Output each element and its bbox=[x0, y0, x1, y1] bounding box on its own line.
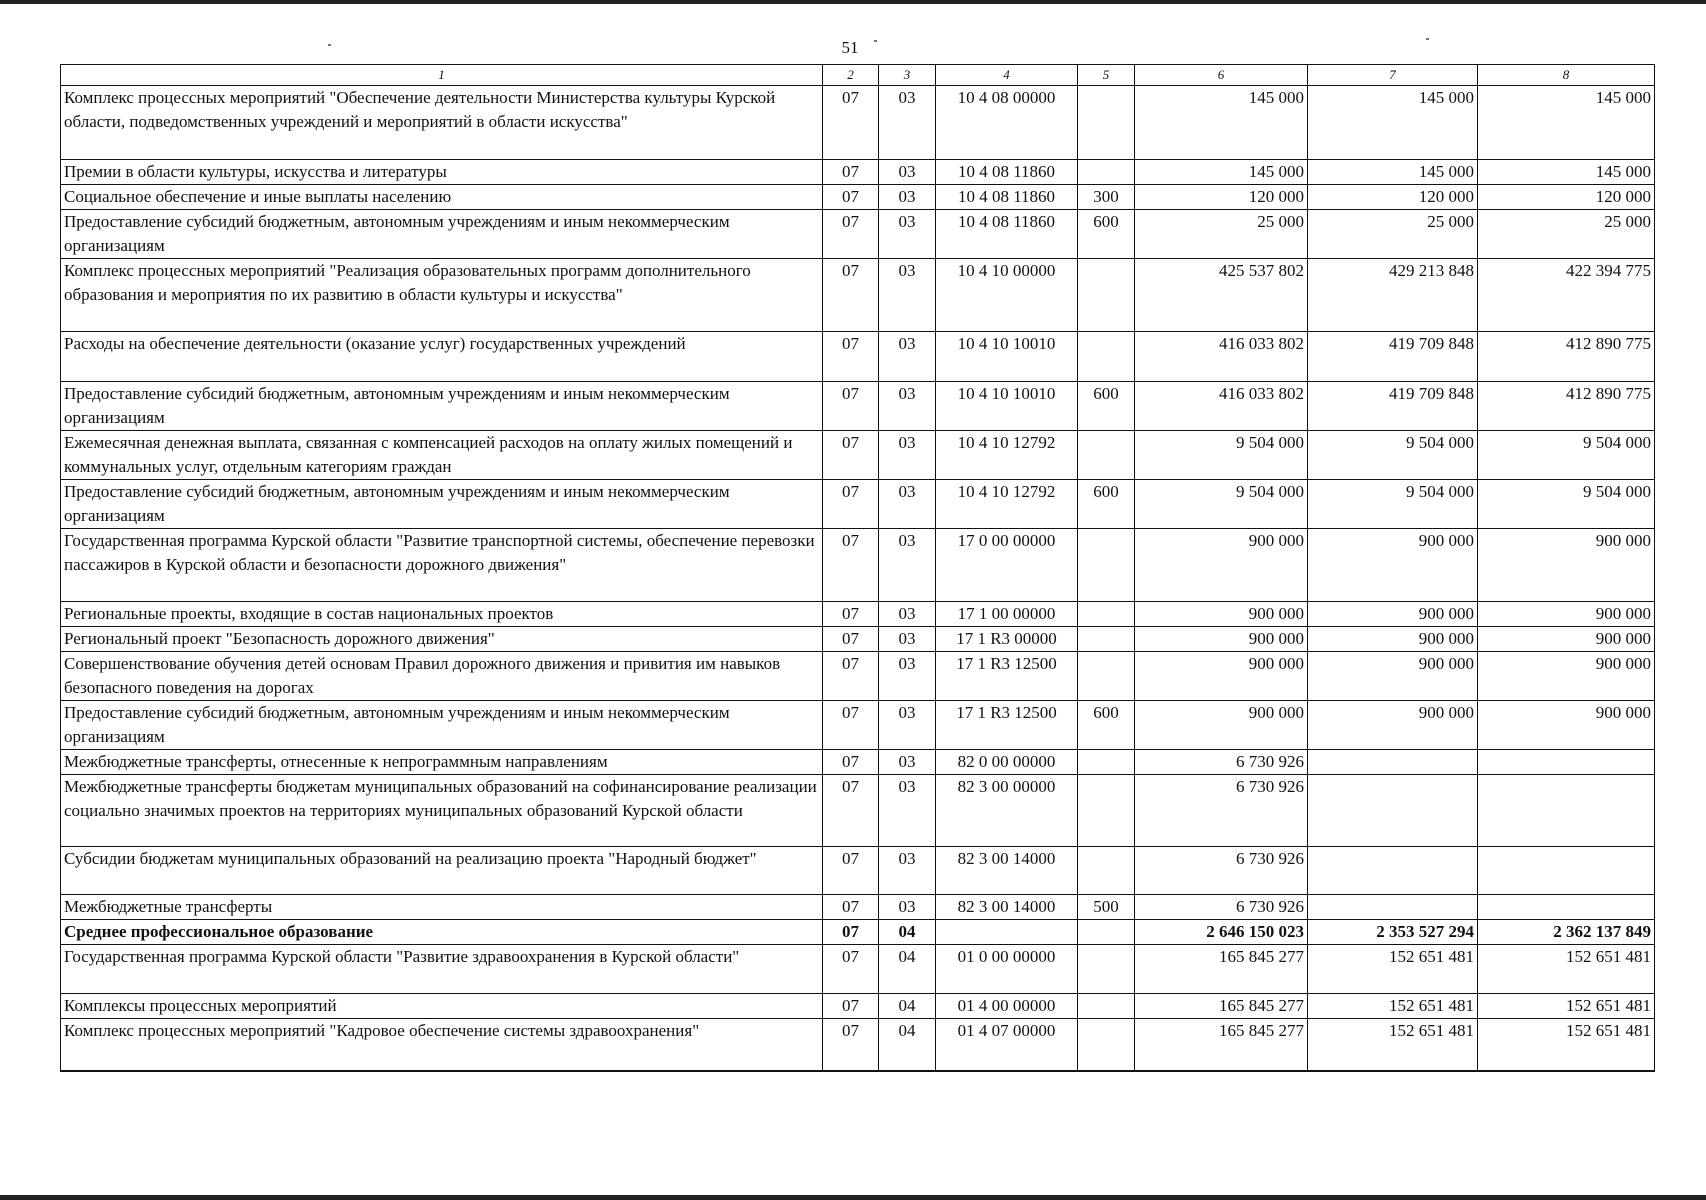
amount-col8-cell: 2 362 137 849 bbox=[1478, 920, 1655, 945]
target-article-cell: 82 3 00 14000 bbox=[936, 847, 1078, 895]
amount-col7-cell: 152 651 481 bbox=[1308, 994, 1478, 1019]
amount-col8-cell bbox=[1478, 847, 1655, 895]
target-article-cell: 10 4 10 10010 bbox=[936, 382, 1078, 431]
amount-col6-cell: 165 845 277 bbox=[1135, 945, 1308, 994]
amount-col6-cell: 416 033 802 bbox=[1135, 382, 1308, 431]
expense-type-cell bbox=[1078, 652, 1135, 701]
table-row bbox=[61, 480, 1655, 529]
bottom-scan-border bbox=[0, 1195, 1706, 1200]
section-code-cell: 07 bbox=[823, 382, 879, 431]
row-name-cell: Расходы на обеспечение деятельности (оказание услуг) государственных учреждений bbox=[61, 332, 823, 382]
amount-col8-cell: 9 504 000 bbox=[1478, 431, 1655, 480]
row-name-cell: Совершенствование обучения детей основам Правил дорожного движения и привития им навыков безопасного поведения на дорогах bbox=[61, 652, 823, 701]
amount-col7-cell: 145 000 bbox=[1308, 160, 1478, 185]
section-code-cell: 07 bbox=[823, 994, 879, 1019]
amount-col7-cell: 900 000 bbox=[1308, 627, 1478, 652]
row-name-cell: Среднее профессиональное образование bbox=[61, 920, 823, 945]
expense-type-cell bbox=[1078, 529, 1135, 602]
amount-col6-cell: 6 730 926 bbox=[1135, 847, 1308, 895]
subsection-code-cell: 03 bbox=[879, 602, 936, 627]
subsection-code-cell: 03 bbox=[879, 259, 936, 332]
target-article-cell: 10 4 10 12792 bbox=[936, 480, 1078, 529]
amount-col7-cell: 9 504 000 bbox=[1308, 431, 1478, 480]
amount-col6-cell: 900 000 bbox=[1135, 529, 1308, 602]
section-code-cell: 07 bbox=[823, 332, 879, 382]
row-name-cell: Комплексы процессных мероприятий bbox=[61, 994, 823, 1019]
row-name-cell: Комплекс процессных мероприятий "Обеспечение деятельности Министерства культуры Курской области, подведомственных учреждений и мероприятий в области искусства" bbox=[61, 86, 823, 160]
section-code-cell: 07 bbox=[823, 750, 879, 775]
amount-col8-cell: 152 651 481 bbox=[1478, 994, 1655, 1019]
expense-type-cell bbox=[1078, 86, 1135, 160]
section-code-cell: 07 bbox=[823, 895, 879, 920]
amount-col7-cell: 120 000 bbox=[1308, 185, 1478, 210]
target-article-cell: 10 4 10 00000 bbox=[936, 259, 1078, 332]
expense-type-cell: 300 bbox=[1078, 185, 1135, 210]
row-name-cell: Премии в области культуры, искусства и литературы bbox=[61, 160, 823, 185]
expense-type-cell bbox=[1078, 602, 1135, 627]
subsection-code-cell: 03 bbox=[879, 86, 936, 160]
section-code-cell: 07 bbox=[823, 185, 879, 210]
target-article-cell: 10 4 08 11860 bbox=[936, 210, 1078, 259]
amount-col8-cell: 25 000 bbox=[1478, 210, 1655, 259]
row-name-cell: Предоставление субсидий бюджетным, автономным учреждениям и иным некоммерческим организациям bbox=[61, 480, 823, 529]
table-row bbox=[61, 382, 1655, 431]
section-code-cell: 07 bbox=[823, 86, 879, 160]
subsection-code-cell: 03 bbox=[879, 775, 936, 847]
amount-col7-cell: 429 213 848 bbox=[1308, 259, 1478, 332]
subsection-code-cell: 03 bbox=[879, 332, 936, 382]
amount-col8-cell: 900 000 bbox=[1478, 627, 1655, 652]
amount-col6-cell: 6 730 926 bbox=[1135, 750, 1308, 775]
amount-col7-cell: 152 651 481 bbox=[1308, 945, 1478, 994]
amount-col7-cell bbox=[1308, 895, 1478, 920]
amount-col6-cell: 120 000 bbox=[1135, 185, 1308, 210]
table-row bbox=[61, 602, 1655, 627]
amount-col6-cell: 2 646 150 023 bbox=[1135, 920, 1308, 945]
amount-col7-cell: 2 353 527 294 bbox=[1308, 920, 1478, 945]
target-article-cell: 17 1 00 00000 bbox=[936, 602, 1078, 627]
subsection-code-cell: 03 bbox=[879, 185, 936, 210]
target-article-cell: 17 1 R3 12500 bbox=[936, 701, 1078, 750]
amount-col8-cell: 145 000 bbox=[1478, 160, 1655, 185]
row-name-cell: Региональный проект "Безопасность дорожного движения" bbox=[61, 627, 823, 652]
subsection-code-cell: 03 bbox=[879, 750, 936, 775]
table-row bbox=[61, 895, 1655, 920]
section-code-cell: 07 bbox=[823, 210, 879, 259]
amount-col6-cell: 416 033 802 bbox=[1135, 332, 1308, 382]
top-scan-border bbox=[0, 0, 1706, 4]
amount-col7-cell bbox=[1308, 847, 1478, 895]
header-cell: 7 bbox=[1308, 65, 1478, 86]
table-row bbox=[61, 652, 1655, 701]
amount-col8-cell: 412 890 775 bbox=[1478, 382, 1655, 431]
amount-col8-cell: 422 394 775 bbox=[1478, 259, 1655, 332]
table-row bbox=[61, 259, 1655, 332]
target-article-cell: 10 4 10 10010 bbox=[936, 332, 1078, 382]
row-name-cell: Межбюджетные трансферты, отнесенные к непрограммным направлениям bbox=[61, 750, 823, 775]
section-code-cell: 07 bbox=[823, 480, 879, 529]
subsection-code-cell: 03 bbox=[879, 431, 936, 480]
target-article-cell: 17 0 00 00000 bbox=[936, 529, 1078, 602]
row-name-cell: Предоставление субсидий бюджетным, автономным учреждениям и иным некоммерческим организациям bbox=[61, 701, 823, 750]
amount-col7-cell: 145 000 bbox=[1308, 86, 1478, 160]
amount-col6-cell: 9 504 000 bbox=[1135, 431, 1308, 480]
table-row bbox=[61, 210, 1655, 259]
expense-type-cell bbox=[1078, 847, 1135, 895]
target-article-cell: 10 4 08 11860 bbox=[936, 160, 1078, 185]
amount-col7-cell: 9 504 000 bbox=[1308, 480, 1478, 529]
amount-col6-cell: 900 000 bbox=[1135, 602, 1308, 627]
subsection-code-cell: 04 bbox=[879, 920, 936, 945]
subsection-code-cell: 03 bbox=[879, 627, 936, 652]
amount-col7-cell bbox=[1308, 750, 1478, 775]
expense-type-cell: 600 bbox=[1078, 701, 1135, 750]
subsection-code-cell: 04 bbox=[879, 994, 936, 1019]
amount-col7-cell: 900 000 bbox=[1308, 529, 1478, 602]
amount-col6-cell: 900 000 bbox=[1135, 701, 1308, 750]
subsection-code-cell: 03 bbox=[879, 847, 936, 895]
section-code-cell: 07 bbox=[823, 701, 879, 750]
expense-type-cell bbox=[1078, 259, 1135, 332]
expense-type-cell: 600 bbox=[1078, 382, 1135, 431]
row-name-cell: Предоставление субсидий бюджетным, автономным учреждениям и иным некоммерческим организациям bbox=[61, 382, 823, 431]
expense-type-cell: 600 bbox=[1078, 210, 1135, 259]
row-name-cell: Государственная программа Курской области "Развитие транспортной системы, обеспечение перевозки пассажиров в Курской области и безопасности дорожного движения" bbox=[61, 529, 823, 602]
amount-col8-cell: 9 504 000 bbox=[1478, 480, 1655, 529]
section-code-cell: 07 bbox=[823, 627, 879, 652]
section-code-cell: 07 bbox=[823, 160, 879, 185]
section-code-cell: 07 bbox=[823, 259, 879, 332]
target-article-cell: 10 4 10 12792 bbox=[936, 431, 1078, 480]
expense-type-cell bbox=[1078, 160, 1135, 185]
amount-col8-cell: 900 000 bbox=[1478, 652, 1655, 701]
section-code-cell: 07 bbox=[823, 652, 879, 701]
table-body bbox=[61, 86, 1655, 1071]
header-cell: 3 bbox=[879, 65, 936, 86]
target-article-cell: 82 0 00 00000 bbox=[936, 750, 1078, 775]
table-row bbox=[61, 775, 1655, 847]
amount-col6-cell: 9 504 000 bbox=[1135, 480, 1308, 529]
subsection-code-cell: 03 bbox=[879, 382, 936, 431]
expense-type-cell: 500 bbox=[1078, 895, 1135, 920]
amount-col6-cell: 6 730 926 bbox=[1135, 775, 1308, 847]
target-article-cell: 82 3 00 14000 bbox=[936, 895, 1078, 920]
amount-col7-cell: 419 709 848 bbox=[1308, 332, 1478, 382]
table-row bbox=[61, 701, 1655, 750]
scan-speck bbox=[1426, 38, 1429, 40]
table-row bbox=[61, 920, 1655, 945]
amount-col6-cell: 900 000 bbox=[1135, 652, 1308, 701]
scan-speck bbox=[874, 40, 877, 42]
header-cell: 2 bbox=[823, 65, 879, 86]
table-row bbox=[61, 86, 1655, 160]
amount-col7-cell: 900 000 bbox=[1308, 602, 1478, 627]
target-article-cell: 01 4 07 00000 bbox=[936, 1019, 1078, 1071]
row-name-cell: Региональные проекты, входящие в состав национальных проектов bbox=[61, 602, 823, 627]
amount-col8-cell: 145 000 bbox=[1478, 86, 1655, 160]
expense-type-cell bbox=[1078, 994, 1135, 1019]
amount-col8-cell: 900 000 bbox=[1478, 701, 1655, 750]
header-cell: 5 bbox=[1078, 65, 1135, 86]
target-article-cell: 01 0 00 00000 bbox=[936, 945, 1078, 994]
amount-col6-cell: 145 000 bbox=[1135, 86, 1308, 160]
subsection-code-cell: 03 bbox=[879, 480, 936, 529]
amount-col7-cell: 25 000 bbox=[1308, 210, 1478, 259]
table-row bbox=[61, 945, 1655, 994]
row-name-cell: Субсидии бюджетам муниципальных образований на реализацию проекта "Народный бюджет" bbox=[61, 847, 823, 895]
subsection-code-cell: 03 bbox=[879, 529, 936, 602]
expense-type-cell bbox=[1078, 1019, 1135, 1071]
amount-col8-cell: 120 000 bbox=[1478, 185, 1655, 210]
section-code-cell: 07 bbox=[823, 529, 879, 602]
expense-type-cell bbox=[1078, 750, 1135, 775]
expense-type-cell bbox=[1078, 945, 1135, 994]
table-row bbox=[61, 185, 1655, 210]
expense-type-cell bbox=[1078, 775, 1135, 847]
amount-col6-cell: 145 000 bbox=[1135, 160, 1308, 185]
section-code-cell: 07 bbox=[823, 775, 879, 847]
amount-col6-cell: 900 000 bbox=[1135, 627, 1308, 652]
subsection-code-cell: 03 bbox=[879, 160, 936, 185]
table-row bbox=[61, 431, 1655, 480]
amount-col8-cell: 900 000 bbox=[1478, 529, 1655, 602]
scan-speck bbox=[328, 44, 331, 46]
amount-col7-cell: 152 651 481 bbox=[1308, 1019, 1478, 1071]
header-cell: 1 bbox=[61, 65, 823, 86]
expense-type-cell bbox=[1078, 627, 1135, 652]
target-article-cell: 17 1 R3 12500 bbox=[936, 652, 1078, 701]
row-name-cell: Государственная программа Курской области "Развитие здравоохранения в Курской области" bbox=[61, 945, 823, 994]
table-row bbox=[61, 1019, 1655, 1071]
amount-col6-cell: 25 000 bbox=[1135, 210, 1308, 259]
amount-col7-cell bbox=[1308, 775, 1478, 847]
header-cell: 6 bbox=[1135, 65, 1308, 86]
section-code-cell: 07 bbox=[823, 1019, 879, 1071]
expense-type-cell bbox=[1078, 332, 1135, 382]
amount-col7-cell: 900 000 bbox=[1308, 701, 1478, 750]
amount-col8-cell: 152 651 481 bbox=[1478, 1019, 1655, 1071]
row-name-cell: Межбюджетные трансферты бюджетам муниципальных образований на софинансирование реализации социально значимых проектов на территориях муниципальных образований Курской области bbox=[61, 775, 823, 847]
row-name-cell: Социальное обеспечение и иные выплаты населению bbox=[61, 185, 823, 210]
section-code-cell: 07 bbox=[823, 847, 879, 895]
target-article-cell: 10 4 08 11860 bbox=[936, 185, 1078, 210]
subsection-code-cell: 04 bbox=[879, 945, 936, 994]
amount-col8-cell: 900 000 bbox=[1478, 602, 1655, 627]
row-name-cell: Комплекс процессных мероприятий "Кадровое обеспечение системы здравоохранения" bbox=[61, 1019, 823, 1071]
row-name-cell: Ежемесячная денежная выплата, связанная с компенсацией расходов на оплату жилых помещений и коммунальных услуг, отдельным категориям граждан bbox=[61, 431, 823, 480]
target-article-cell: 82 3 00 00000 bbox=[936, 775, 1078, 847]
expense-type-cell bbox=[1078, 431, 1135, 480]
table-row bbox=[61, 332, 1655, 382]
section-code-cell: 07 bbox=[823, 431, 879, 480]
row-name-cell: Межбюджетные трансферты bbox=[61, 895, 823, 920]
table-row bbox=[61, 627, 1655, 652]
target-article-cell: 17 1 R3 00000 bbox=[936, 627, 1078, 652]
section-code-cell: 07 bbox=[823, 945, 879, 994]
budget-table bbox=[60, 64, 1655, 1072]
subsection-code-cell: 03 bbox=[879, 701, 936, 750]
header-row bbox=[61, 65, 1655, 86]
subsection-code-cell: 03 bbox=[879, 895, 936, 920]
section-code-cell: 07 bbox=[823, 920, 879, 945]
target-article-cell: 10 4 08 00000 bbox=[936, 86, 1078, 160]
page-number: 51 bbox=[841, 38, 859, 57]
table-row bbox=[61, 750, 1655, 775]
amount-col8-cell bbox=[1478, 775, 1655, 847]
header-cell: 4 bbox=[936, 65, 1078, 86]
amount-col7-cell: 900 000 bbox=[1308, 652, 1478, 701]
subsection-code-cell: 04 bbox=[879, 1019, 936, 1071]
row-name-cell: Предоставление субсидий бюджетным, автономным учреждениям и иным некоммерческим организациям bbox=[61, 210, 823, 259]
target-article-cell bbox=[936, 920, 1078, 945]
expense-type-cell bbox=[1078, 920, 1135, 945]
section-code-cell: 07 bbox=[823, 602, 879, 627]
expense-type-cell: 600 bbox=[1078, 480, 1135, 529]
row-name-cell: Комплекс процессных мероприятий "Реализация образовательных программ дополнительного образования и мероприятия по их развитию в области культуры и искусства" bbox=[61, 259, 823, 332]
header-cell: 8 bbox=[1478, 65, 1655, 86]
amount-col6-cell: 6 730 926 bbox=[1135, 895, 1308, 920]
subsection-code-cell: 03 bbox=[879, 210, 936, 259]
table-row bbox=[61, 994, 1655, 1019]
amount-col8-cell: 412 890 775 bbox=[1478, 332, 1655, 382]
amount-col7-cell: 419 709 848 bbox=[1308, 382, 1478, 431]
amount-col6-cell: 165 845 277 bbox=[1135, 1019, 1308, 1071]
table-row bbox=[61, 160, 1655, 185]
table-row bbox=[61, 847, 1655, 895]
table-row bbox=[61, 529, 1655, 602]
target-article-cell: 01 4 00 00000 bbox=[936, 994, 1078, 1019]
amount-col6-cell: 165 845 277 bbox=[1135, 994, 1308, 1019]
amount-col8-cell bbox=[1478, 895, 1655, 920]
amount-col8-cell bbox=[1478, 750, 1655, 775]
subsection-code-cell: 03 bbox=[879, 652, 936, 701]
amount-col6-cell: 425 537 802 bbox=[1135, 259, 1308, 332]
amount-col8-cell: 152 651 481 bbox=[1478, 945, 1655, 994]
